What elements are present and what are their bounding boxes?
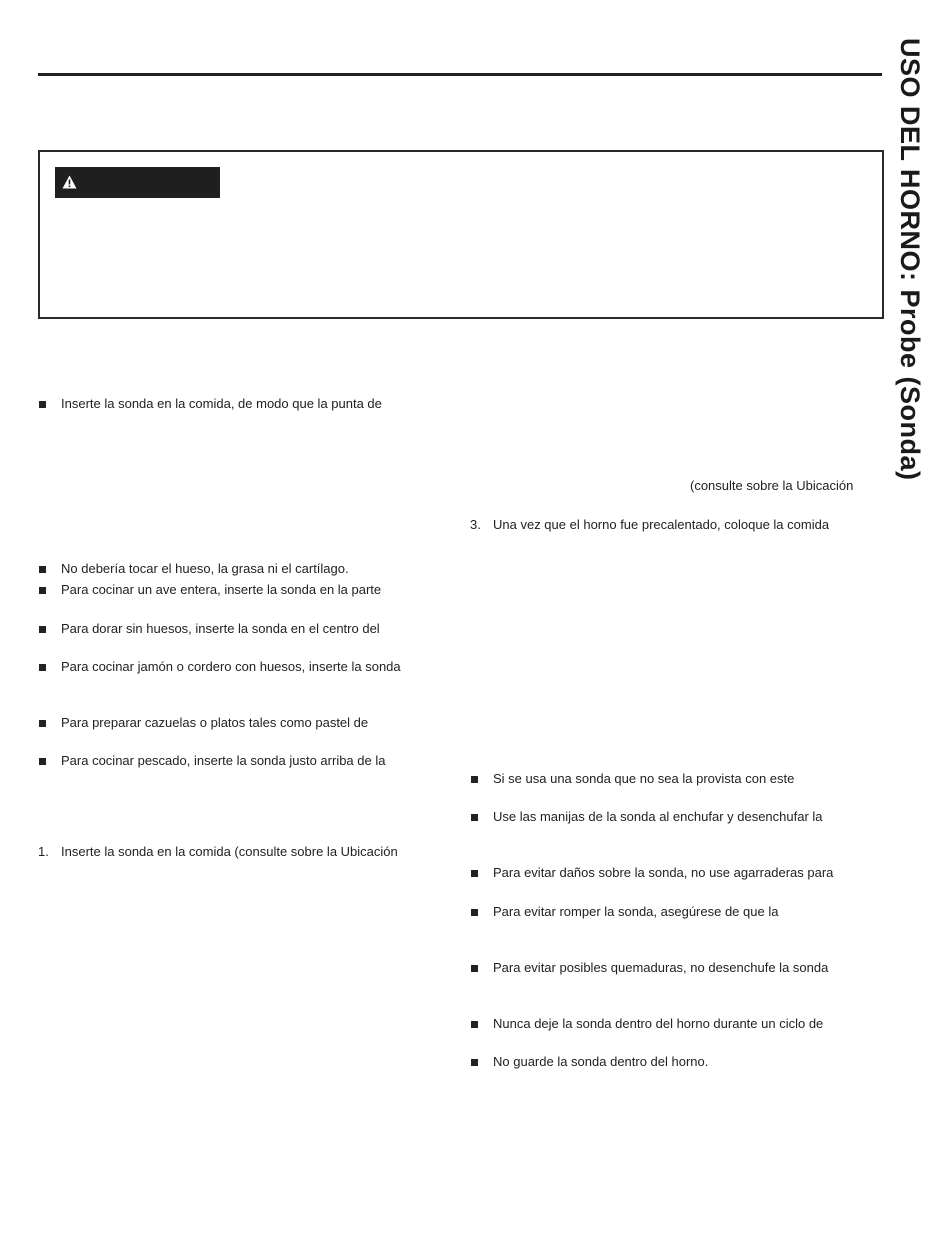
bullet-marker — [471, 814, 478, 821]
step-number: 3. — [470, 517, 481, 532]
list-item: No debería tocar el hueso, la grasa ni el cartílago. — [61, 561, 349, 576]
list-item: Para evitar romper la sonda, asegúrese de que la — [493, 904, 779, 919]
warning-label — [55, 167, 220, 198]
side-title: USO DEL HORNO: Probe (Sonda) — [895, 38, 925, 481]
bullet-marker — [471, 909, 478, 916]
bullet-marker — [39, 720, 46, 727]
list-item: Para evitar posibles quemaduras, no desenchufe la sonda — [493, 960, 829, 975]
list-item: Para cocinar pescado, inserte la sonda justo arriba de la — [61, 753, 386, 768]
step-number: 1. — [38, 844, 49, 859]
bullet-marker — [471, 1059, 478, 1066]
bullet-marker — [39, 566, 46, 573]
text-fragment: (consulte sobre la Ubicación — [690, 478, 854, 493]
bullet-marker — [39, 401, 46, 408]
bullet-marker — [39, 758, 46, 765]
warning-box — [38, 150, 884, 319]
list-item: Para evitar daños sobre la sonda, no use agarraderas para — [493, 865, 834, 880]
list-item: Para cocinar un ave entera, inserte la sonda en la parte — [61, 582, 382, 597]
list-item: Para preparar cazuelas o platos tales como pastel de — [61, 715, 369, 730]
bullet-marker — [471, 776, 478, 783]
bullet-marker — [39, 626, 46, 633]
step-text: Inserte la sonda en la comida (consulte sobre la Ubicación — [61, 844, 398, 859]
bullet-marker — [39, 587, 46, 594]
list-item: Use las manijas de la sonda al enchufar y desenchufar la — [493, 809, 823, 824]
list-item: No guarde la sonda dentro del horno. — [493, 1054, 709, 1069]
list-item: Para cocinar jamón o cordero con huesos, inserte la sonda — [61, 659, 401, 674]
bullet-marker — [471, 1021, 478, 1028]
list-item: Inserte la sonda en la comida, de modo que la punta de — [61, 396, 382, 411]
top-rule — [38, 73, 882, 76]
list-item: Para dorar sin huesos, inserte la sonda en el centro del — [61, 621, 380, 636]
bullet-marker — [471, 965, 478, 972]
bullet-marker — [471, 870, 478, 877]
step-text: Una vez que el horno fue precalentado, coloque la comida — [493, 517, 830, 532]
warning-triangle-icon — [62, 175, 77, 189]
bullet-marker — [39, 664, 46, 671]
list-item: Nunca deje la sonda dentro del horno durante un ciclo de — [493, 1016, 824, 1031]
list-item: Si se usa una sonda que no sea la provista con este — [493, 771, 795, 786]
